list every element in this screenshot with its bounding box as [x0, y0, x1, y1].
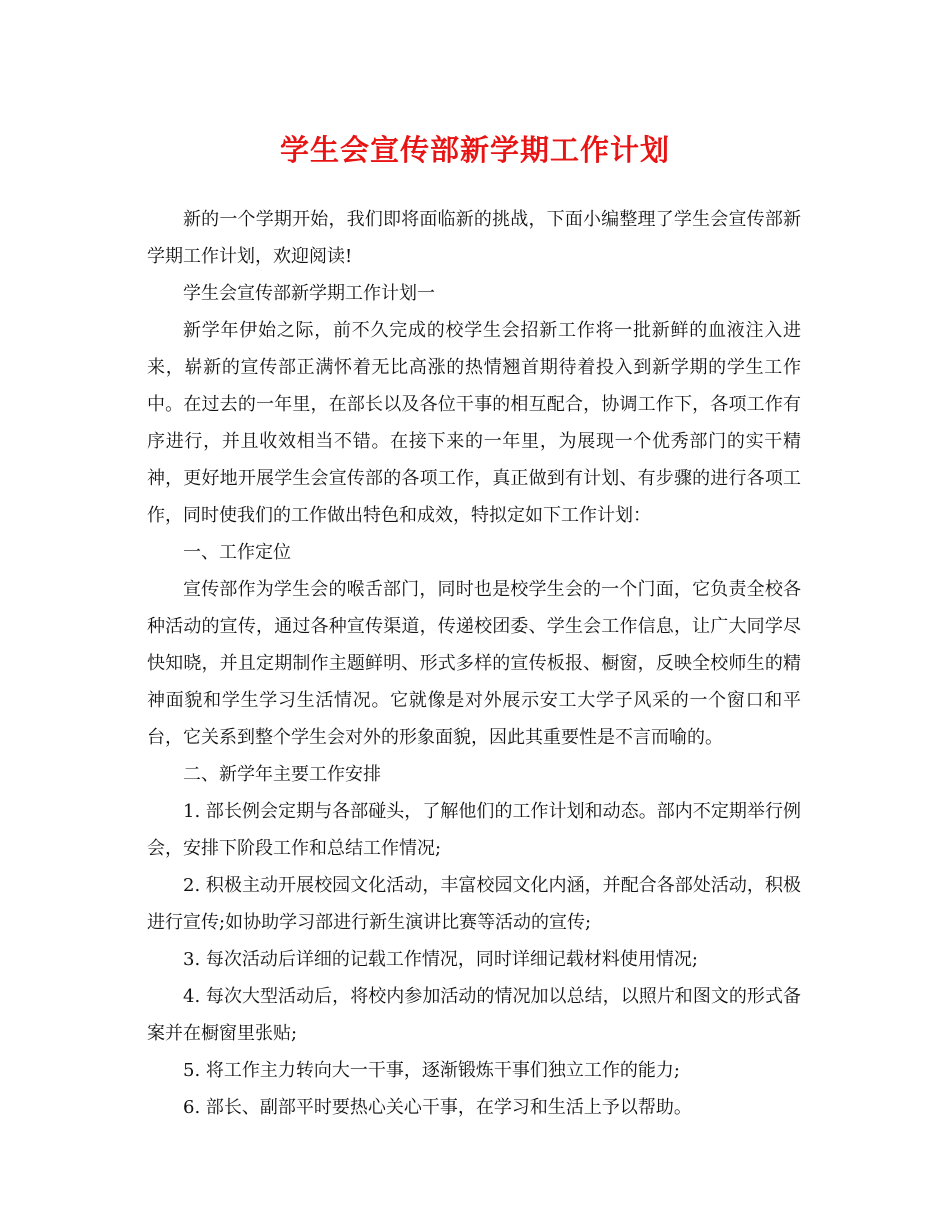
list-item-6: 6. 部长、副部平时要热心关心干事，在学习和生活上予以帮助。 — [183, 1097, 692, 1118]
section-heading-positioning: 一、工作定位 — [183, 542, 291, 563]
list-item-3: 3. 每次活动后详细的记载工作情况，同时详细记载材料使用情况; — [183, 949, 698, 970]
document-body — [147, 201, 801, 1126]
list-item-5: 5. 将工作主力转向大一干事，逐渐锻炼干事们独立工作的能力; — [183, 1060, 680, 1081]
section-heading-arrangements: 二、新学年主要工作安排 — [183, 764, 381, 785]
list-item-4: 4. 每次大型活动后，将校内参加活动的情况加以总结，以照片和图文的形式备案并在橱窗里张贴; — [147, 986, 801, 1044]
list-item-1: 1. 部长例会定期与各部碰头，了解他们的工作计划和动态。部内不定期举行例会，安排下阶段工作和总结工作情况; — [147, 801, 801, 859]
paragraph-intro: 新的一个学期开始，我们即将面临新的挑战，下面小编整理了学生会宣传部新学期工作计划，欢迎阅读! — [147, 209, 801, 267]
list-item-2: 2. 积极主动开展校园文化活动，丰富校园文化内涵，并配合各部处活动，积极进行宣传;如协助学习部进行新生演讲比赛等活动的宣传; — [147, 875, 801, 933]
document-title: 学生会宣传部新学期工作计划 — [279, 133, 670, 167]
paragraph-plan-overview: 新学年伊始之际，前不久完成的校学生会招新工作将一批新鲜的血液注入进来，崭新的宣传部正满怀着无比高涨的热情翘首期待着投入到新学期的学生工作中。在过去的一年里，在部长以及各位干事的相互配合，协调工作下，各项工作有序进行，并且收效相当不错。在接下来的一年里，为展现一个优秀部门的实干精神，更好地开展学生会宣传部的各项工作，真正做到有计划、有步骤的进行各项工作，同时使我们的工作做出特色和成效，特拟定如下工作计划： — [147, 320, 801, 526]
paragraph-positioning: 宣传部作为学生会的喉舌部门，同时也是校学生会的一个门面，它负责全校各种活动的宣传，通过各种宣传渠道，传递校团委、学生会工作信息，让广大同学尽快知晓，并且定期制作主题鲜明、形式多样的宣传板报、橱窗，反映全校师生的精神面貌和学生学习生活情况。它就像是对外展示安工大学子风采的一个窗口和平台，它关系到整个学生会对外的形象面貌，因此其重要性是不言而喻的。 — [147, 579, 801, 748]
paragraph-plan-heading: 学生会宣传部新学期工作计划一 — [183, 283, 435, 304]
